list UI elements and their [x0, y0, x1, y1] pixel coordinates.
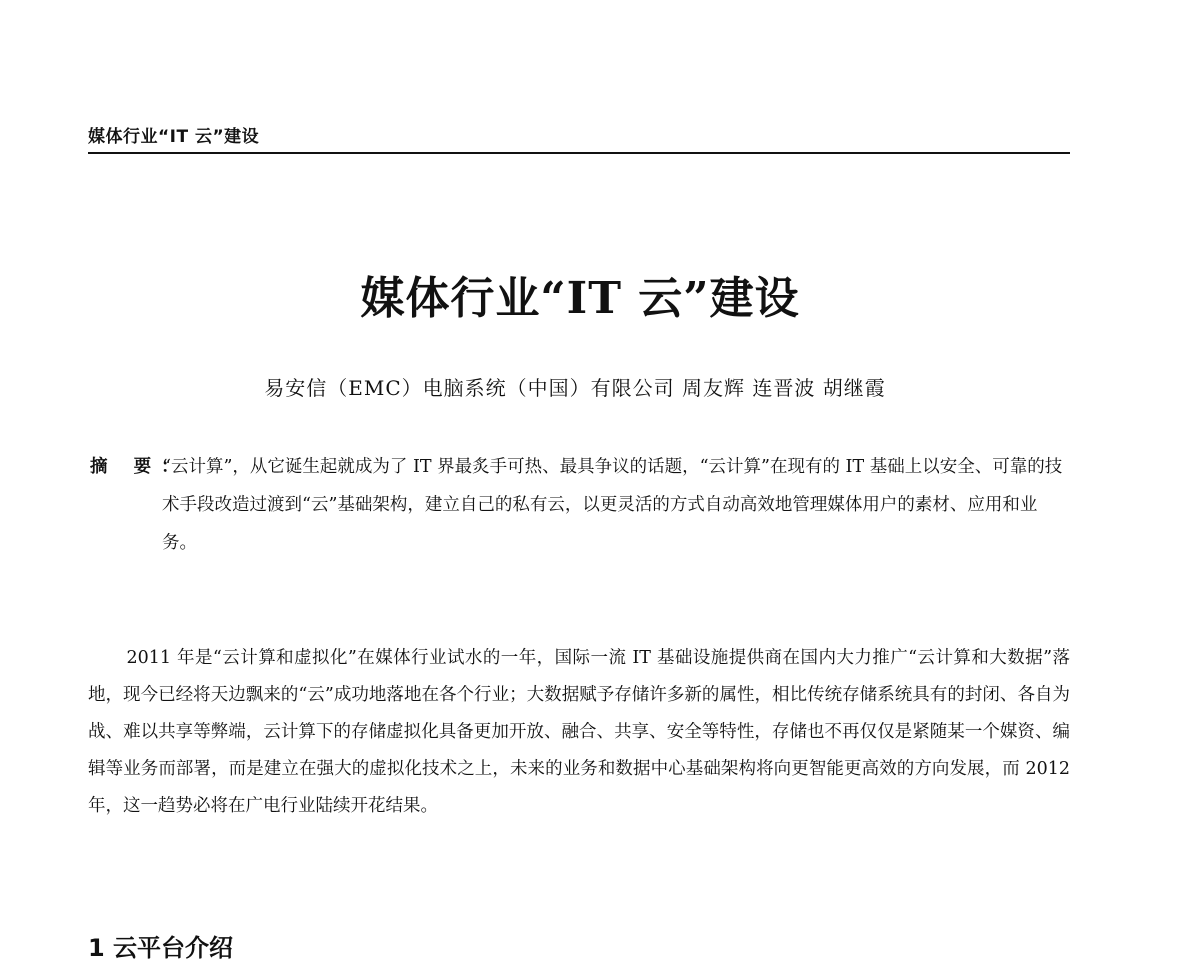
header-rule [88, 152, 1070, 154]
running-header: 媒体行业“IT 云”建设 [88, 127, 260, 147]
author-line: 易安信（EMC）电脑系统（中国）有限公司 周友辉 连晋波 胡继霞 [264, 376, 886, 400]
abstract-text: “云计算”，从它诞生起就成为了 IT 界最炙手可热、最具争议的话题，“云计算”在现有的 IT 基础上以安全、可靠的技术手段改造过渡到“云”基础架构，建立自己的私有云，以更灵活的方式自动高效地管理媒体用户的素材、应用和业务。 [162, 457, 1063, 553]
body-paragraph: 2011 年是“云计算和虚拟化”在媒体行业试水的一年，国际一流 IT 基础设施提供商在国内大力推广“云计算和大数据”落地，现今已经将天边飘来的“云”成功地落地在各个行业；大数据赋予存储许多新的属性，相比传统存储系统具有的封闭、各自为战、难以共享等弊端，云计算下的存储虚拟化具备更加开放、融合、共享、安全等特性，存储也不再仅仅是紧随某一个媒资、编辑等业务而部署，而是建立在强大的虚拟化技术之上，未来的业务和数据中心基础架构将向更智能更高效的方向发展，而 2012 年，这一趋势必将在广电行业陆续开花结果。 [88, 648, 1070, 816]
section-heading: 1 云平台介绍 [88, 934, 234, 962]
abstract [90, 448, 1070, 562]
page-title: 媒体行业“IT 云”建设 [360, 273, 800, 324]
abstract-label: 摘 要： [90, 457, 189, 477]
